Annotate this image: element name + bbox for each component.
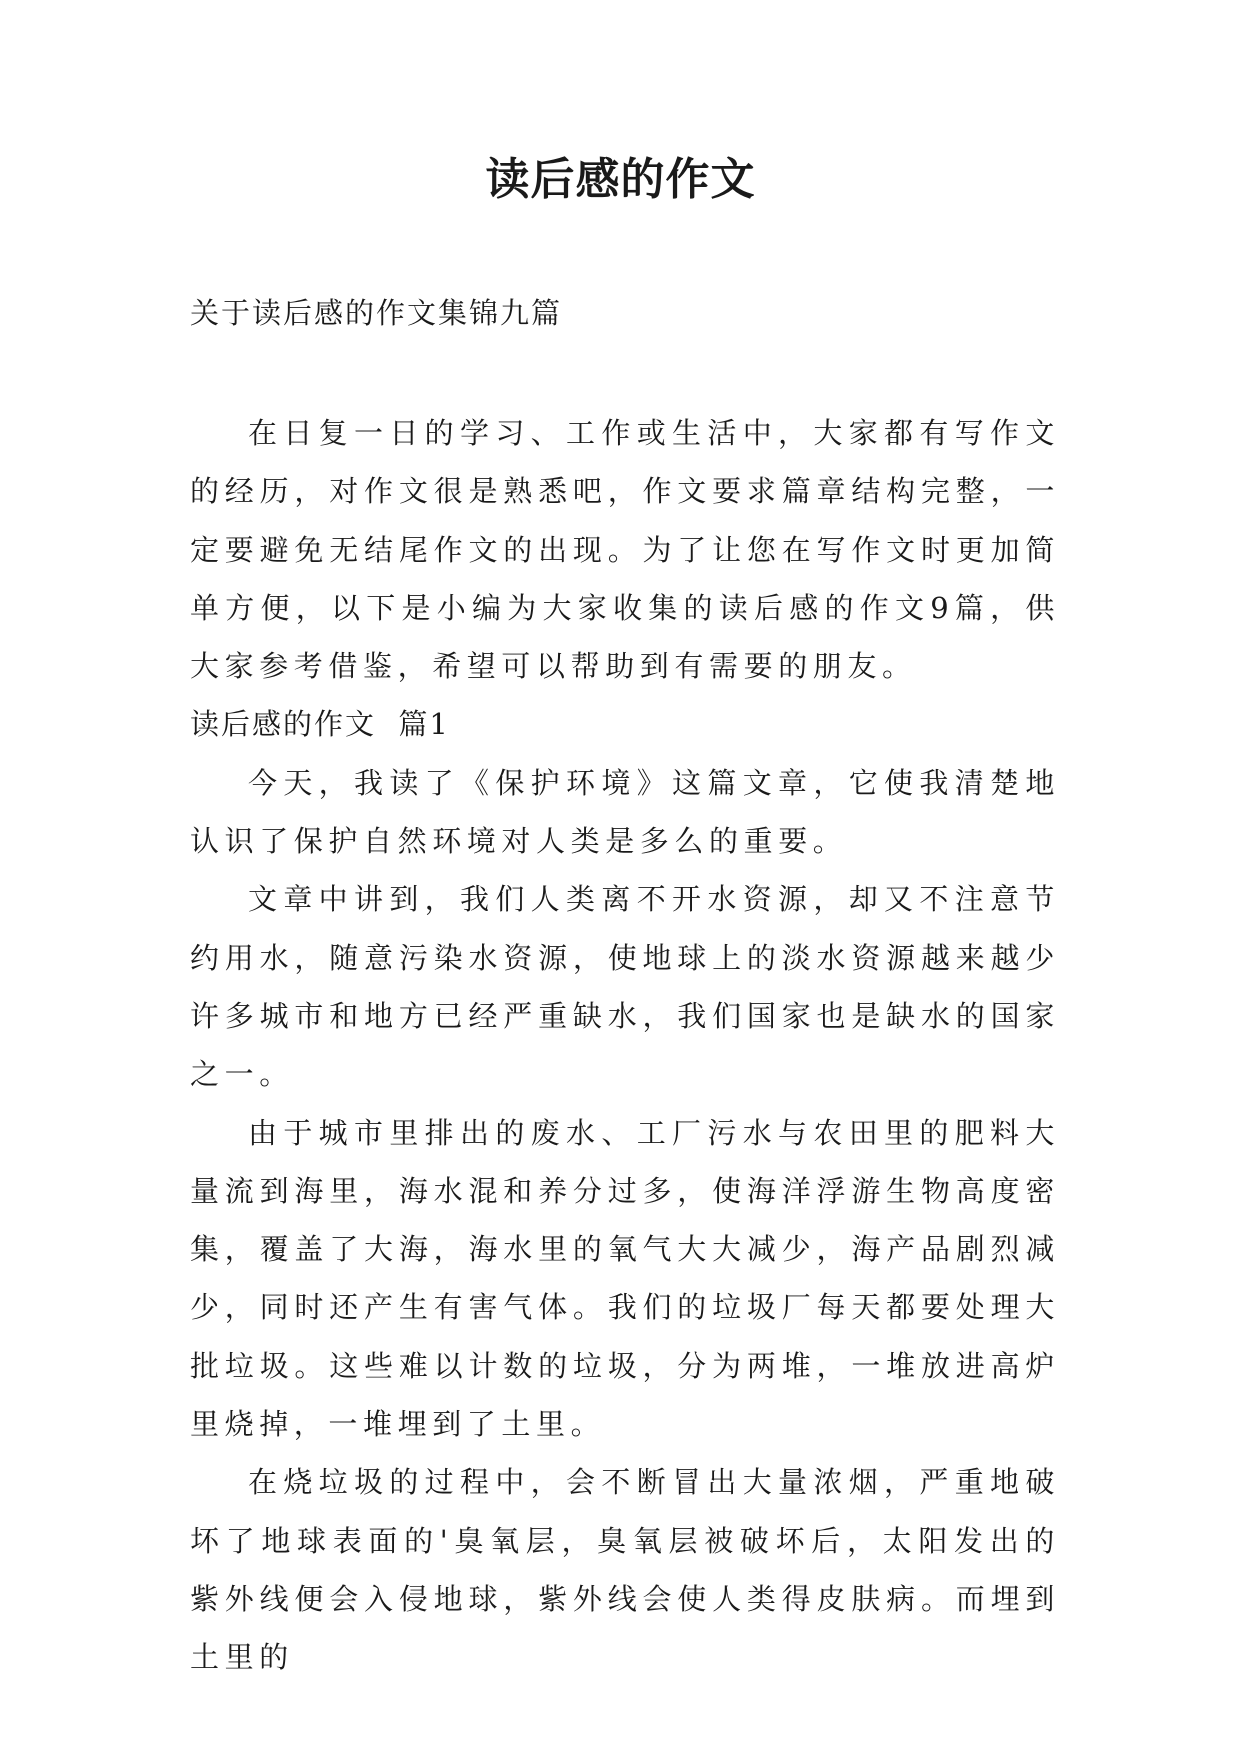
body-paragraph-4: 在烧垃圾的过程中，会不断冒出大量浓烟，严重地破坏了地球表面的'臭氧层，臭氧层被破坏后，太阳发出的紫外线便会入侵地球，紫外线会使人类得皮肤病。而埋到土里的 [190,1465,1060,1675]
document-title: 读后感的作文 [485,154,756,205]
body-paragraph-3: 由于城市里排出的废水、工厂污水与农田里的肥料大量流到海里，海水混和养分过多，使海洋浮游生物高度密集，覆盖了大海，海水里的氧气大大减少，海产品剧烈减少，同时还产生有害气体。我们的垃圾厂每天都要处理大批垃圾。这些难以计数的垃圾，分为两堆，一堆放进高炉里烧掉，一堆埋到了土里。 [190,1115,1060,1442]
intro-paragraph: 在日复一日的学习、工作或生活中，大家都有写作文的经历，对作文很是熟悉吧，作文要求篇章结构完整，一定要避免无结尾作文的出现。为了让您在写作文时更加简单方便，以下是小编为大家收集的读后感的作文9篇，供大家参考借鉴，希望可以帮助到有需要的朋友。 [190,416,1060,684]
document-subtitle: 关于读后感的作文集锦九篇 [190,296,563,330]
section-heading: 读后感的作文 篇1 [190,707,450,742]
body-paragraph-1: 今天，我读了《保护环境》这篇文章，它使我清楚地认识了保护自然环境对人类是多么的重要。 [190,765,1060,859]
body-paragraph-2: 文章中讲到，我们人类离不开水资源，却又不注意节约用水，随意污染水资源，使地球上的淡水资源越来越少许多城市和地方已经严重缺水，我们国家也是缺水的国家之一。 [190,882,1060,1092]
document-body [190,404,1060,1687]
